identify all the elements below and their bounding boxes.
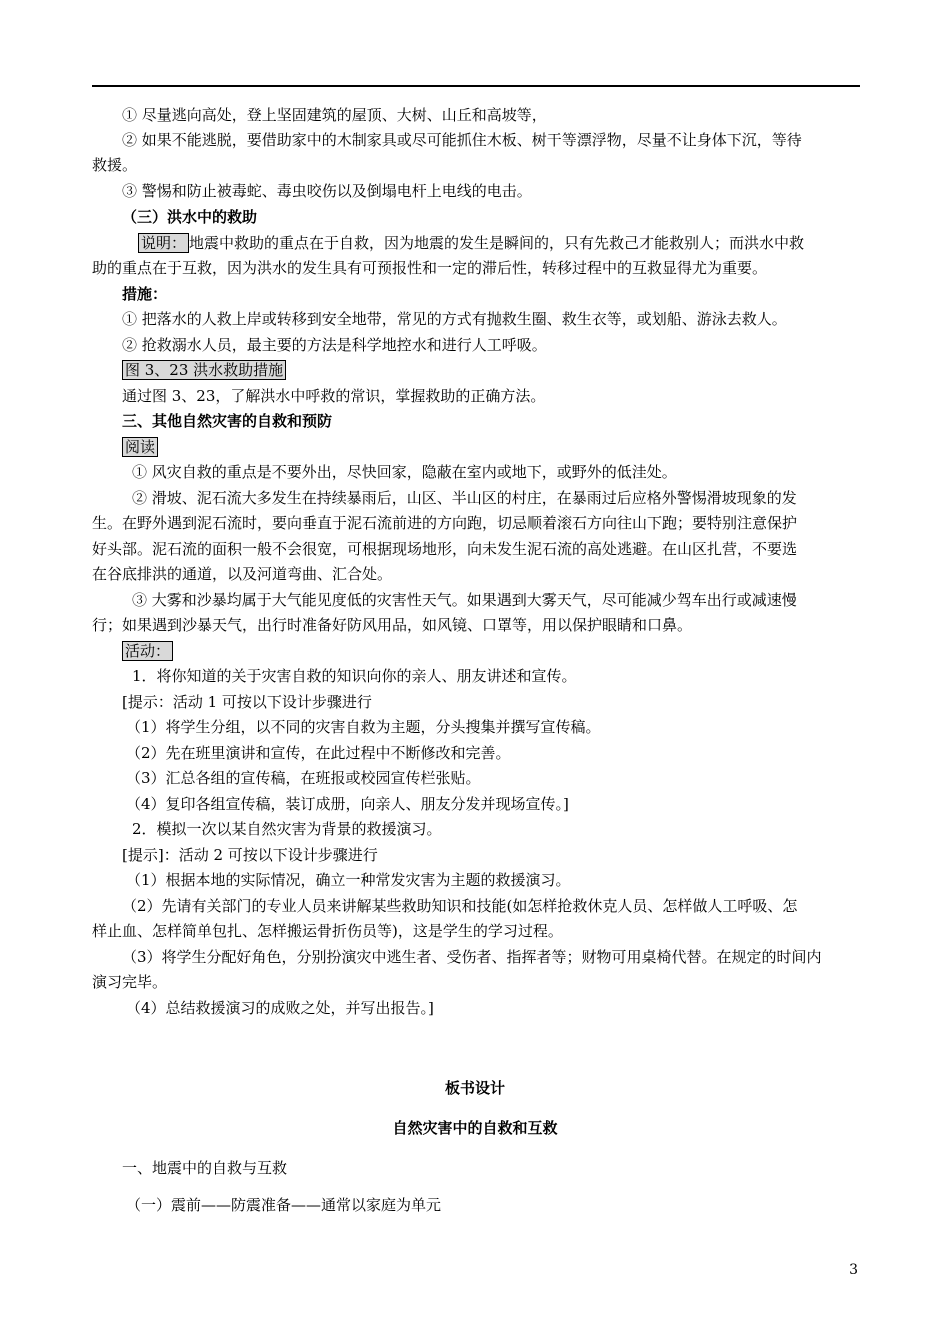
reading-wind: ① 风灾自救的重点是不要外出，尽快回家，隐蔽在室内或地下，或野外的低洼处。	[132, 463, 677, 481]
board-subtitle: 自然灾害中的自救和互救	[392, 1119, 558, 1137]
activity-label	[122, 641, 173, 661]
para-snake-warning: ③ 警惕和防止被毒蛇、毒虫咬伤以及倒塌电杆上电线的电击。	[122, 182, 532, 200]
step-2-4: （4）总结救援演习的成败之处，并写出报告。]	[126, 999, 434, 1017]
reading-fog-sandstorm: ③ 大雾和沙暴均属于大气能见度低的灾害性天气。如果遇到大雾天气，尽可能减少驾车出行或减速慢	[132, 591, 797, 609]
step-2-2-cont: 样止血、怎样简单包扎、怎样搬运骨折伤员等)，这是学生的学习过程。	[92, 922, 563, 940]
reading-landslide: ② 滑坡、泥石流大多发生在持续暴雨后，山区、半山区的村庄，在暴雨过后应格外警惕滑坡现象的发	[132, 489, 797, 507]
figure-text: 通过图 3、23，了解洪水中呼救的常识，掌握救助的正确方法。	[122, 387, 546, 405]
step-2-3-cont: 演习完毕。	[92, 973, 168, 991]
step-2-1: （1）根据本地的实际情况，确立一种常发灾害为主题的救援演习。	[126, 871, 571, 889]
note-text: 地震中救助的重点在于自救，因为地震的发生是瞬间的，只有先救己才能救别人；而洪水中救	[189, 234, 805, 252]
note-text-cont: 助的重点在于互救，因为洪水的发生具有可预报性和一定的滞后性，转移过程中的互救显得尤为重要。	[92, 259, 768, 277]
reading-label	[122, 437, 158, 457]
activity-2: 2．模拟一次以某自然灾害为背景的救援演习。	[132, 820, 442, 838]
measure-1: ① 把落水的人救上岸或转移到安全地带，常见的方式有抛救生圈、救生衣等，或划船、游泳去救人。	[122, 310, 787, 328]
measures-label: 措施：	[122, 285, 168, 303]
activity-label-box: 活动：	[122, 641, 173, 661]
measure-2: ② 抢救溺水人员，最主要的方法是科学地控水和进行人工呼吸。	[122, 336, 547, 354]
reading-label-box: 阅读	[122, 437, 158, 457]
hint-2: [提示]：活动 2 可按以下设计步骤进行	[122, 846, 378, 864]
section-heading-other-disasters: 三、其他自然灾害的自救和预防	[122, 412, 333, 430]
outline-item-1: 一、地震中的自救与互救	[122, 1159, 288, 1177]
step-1-3: （3）汇总各组的宣传稿，在班报或校园宣传栏张贴。	[126, 769, 481, 787]
reading-landslide-cont-3: 在谷底排洪的通道，以及河道弯曲、汇合处。	[92, 565, 393, 583]
figure-label-box: 图 3、23 洪水救助措施	[122, 360, 286, 380]
note-label: 说明：	[138, 233, 189, 253]
para-floating-objects-cont: 救援。	[92, 156, 138, 174]
outline-item-2: （一）震前——防震准备——通常以家庭为单元	[126, 1196, 442, 1214]
section-heading-flood-rescue: （三）洪水中的救助	[122, 208, 258, 226]
para-floating-objects: ② 如果不能逃脱，要借助家中的木制家具或尽可能抓住木板、树干等漂浮物，尽量不让身体下沉，等待	[122, 131, 802, 149]
note-paragraph	[138, 233, 804, 253]
activity-1: 1．将你知道的关于灾害自救的知识向你的亲人、朋友讲述和宣传。	[132, 667, 577, 685]
header-rule	[92, 85, 860, 87]
board-title: 板书设计	[444, 1079, 505, 1097]
step-1-2: （2）先在班里演讲和宣传，在此过程中不断修改和完善。	[126, 744, 511, 762]
para-escape-high: ① 尽量逃向高处，登上坚固建筑的屋顶、大树、山丘和高坡等，	[122, 106, 547, 124]
step-2-2: （2）先请有关部门的专业人员来讲解某些救助知识和技能(如怎样抢救休克人员、怎样做人工呼吸、怎	[122, 897, 798, 915]
reading-fog-sandstorm-cont: 行；如果遇到沙暴天气，出行时准备好防风用品，如风镜、口罩等，用以保护眼睛和口鼻。	[92, 616, 693, 634]
hint-1: [提示：活动 1 可按以下设计步骤进行	[122, 693, 372, 711]
figure-label	[122, 360, 286, 380]
step-1-4: （4）复印各组宣传稿，装订成册，向亲人、朋友分发并现场宣传。]	[126, 795, 569, 813]
step-2-3: （3）将学生分配好角色，分别扮演灾中逃生者、受伤者、指挥者等；财物可用桌椅代替。在规定的时间内	[122, 948, 822, 966]
page-number: 3	[849, 1262, 858, 1278]
step-1-1: （1）将学生分组，以不同的灾害自救为主题，分头搜集并撰写宣传稿。	[126, 718, 601, 736]
reading-landslide-cont-1: 生。在野外遇到泥石流时，要向垂直于泥石流前进的方向跑，切忌顺着滚石方向往山下跑；要特别注意保护	[92, 514, 798, 532]
reading-landslide-cont-2: 好头部。泥石流的面积一般不会很宽，可根据现场地形，向未发生泥石流的高处逃避。在山区扎营，不要选	[92, 540, 798, 558]
